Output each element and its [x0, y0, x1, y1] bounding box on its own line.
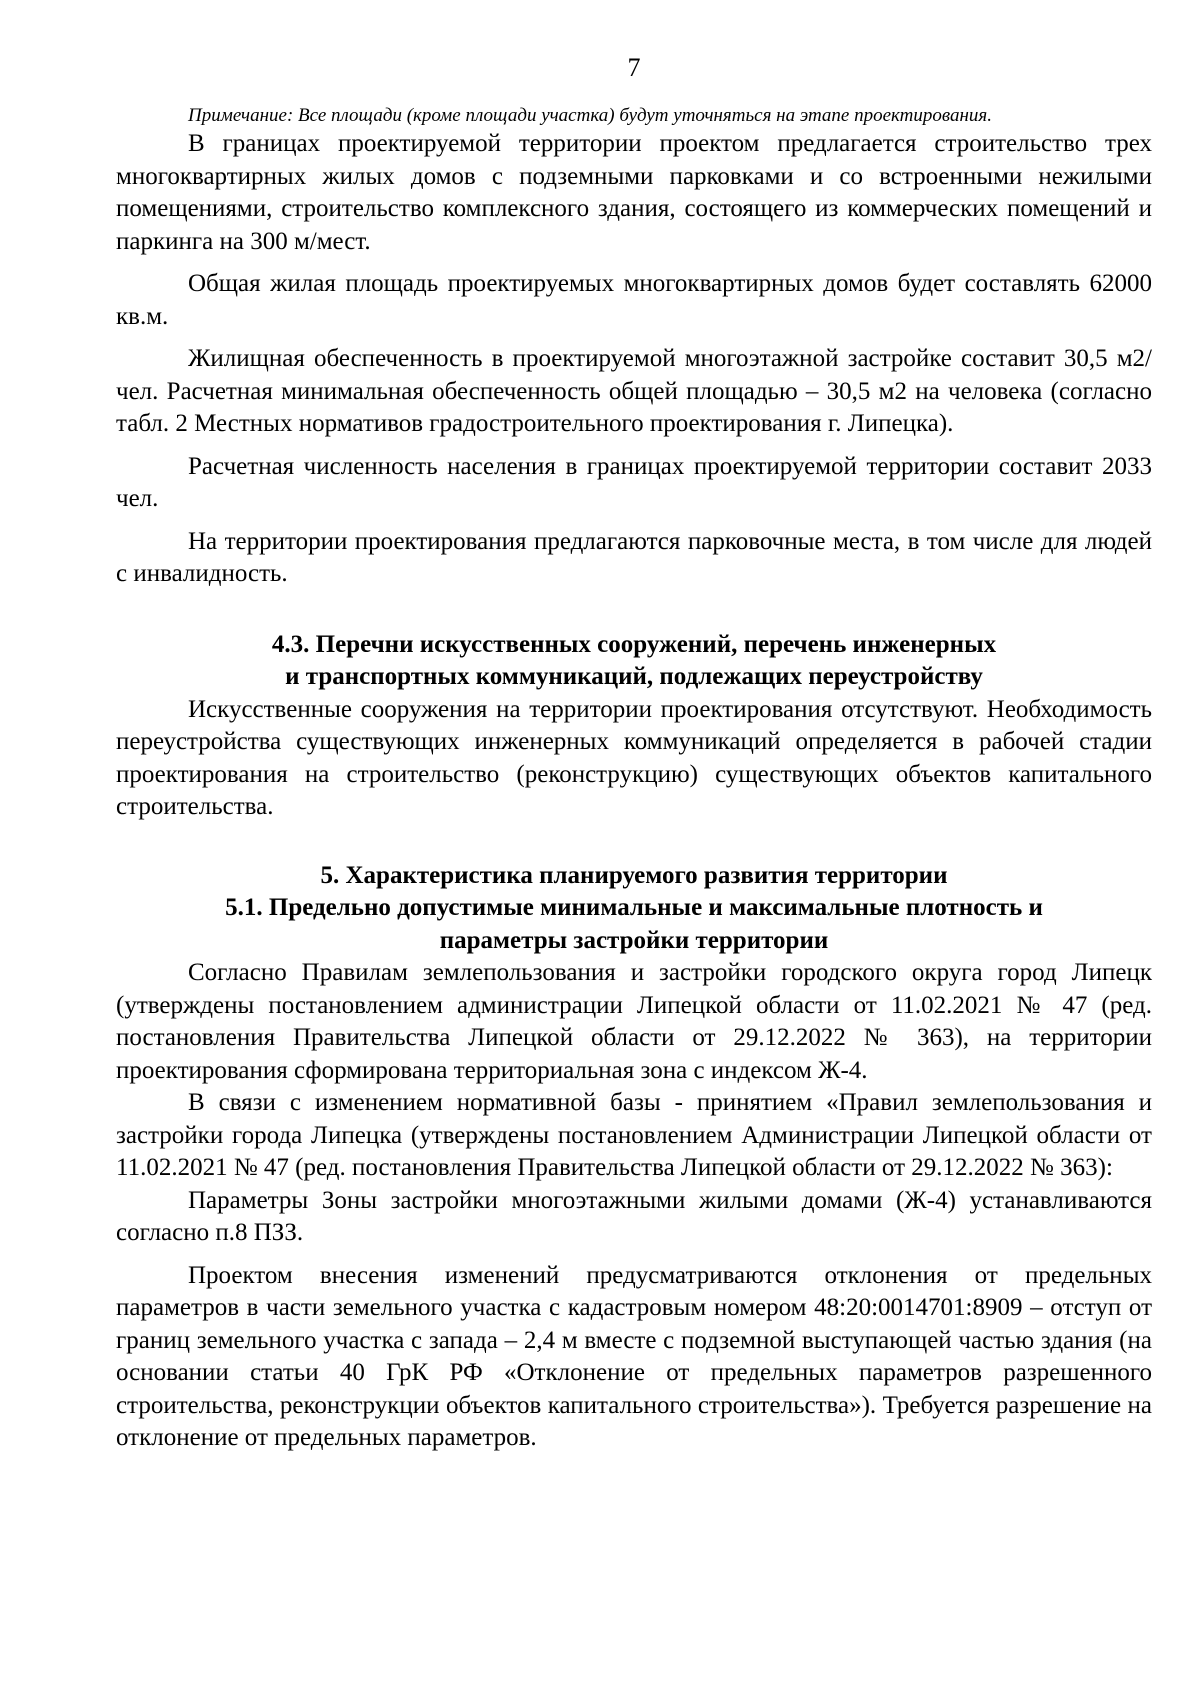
heading-4-3-line2: и транспортных коммуникаций, подлежащих переустройству: [285, 663, 983, 690]
paragraph-artificial-structures: Искусственные сооружения на территории проектирования отсутствуют. Необходимость переустройства существующих инженерных коммуникаций определяется в рабочей стадии проектирования на строительство (реконструкцию) существующих объектов капитального строительства.: [116, 695, 1152, 820]
paragraph-population: Расчетная численность населения в границах проектируемой территории составит 2033 чел.: [116, 452, 1152, 512]
paragraph-deviation: Проектом внесения изменений предусматриваются отклонения от предельных параметров в части земельного участка с кадастровым номером 48:20:0014701:8909 – отступ от границ земельного участка с запада – 2,4 м вместе с подземной выступающей частью здания (на основании статьи 40 ГрК РФ «Отклонение от предельных параметров разрешенного строительства, реконструкции объектов капитального строительства»). Требуется разрешение на отклонение от предельных параметров.: [116, 1261, 1152, 1451]
paragraph-parking: На территории проектирования предлагаются парковочные места, в том числе для людей с инвалидность.: [116, 527, 1152, 587]
area-note: Примечание: Все площади (кроме площади участка) будут уточняться на этапе проектирования.: [188, 105, 993, 126]
heading-4-3-line1: 4.3. Перечни искусственных сооружений, перечень инженерных: [271, 630, 997, 658]
paragraph-regulatory-change: В связи с изменением нормативной базы - принятием «Правил землепользования и застройки города Липецка (утверждены постановлением Администрации Липецкой области от 11.02.2021 № 47 (ред. постановления Правительства Липецкой области от 29.12.2022 № 363):: [116, 1089, 1152, 1181]
paragraph-living-area: Общая жилая площадь проектируемых многоквартирных домов будет составлять 62000 кв.м.: [116, 270, 1152, 330]
document-page: [116, 52, 1152, 1455]
heading-5: 5. Характеристика планируемого развития территории: [320, 861, 948, 889]
paragraph-construction: В границах проектируемой территории проектом предлагается строительство трех многоквартирных жилых домов с подземными парковками и со встроенными нежилыми помещениями, строительство комплексного здания, состоящего из коммерческих помещений и паркинга на 300 м/мест.: [116, 130, 1152, 255]
page-number: 7: [627, 53, 641, 82]
heading-5-1-line1: 5.1. Предельно допустимые минимальные и максимальные плотность и: [225, 894, 1043, 921]
paragraph-land-use-rules: Согласно Правилам землепользования и застройки городского округа город Липецк (утверждены постановлением администрации Липецкой области от 11.02.2021 № 47 (ред. постановления Правительства Липецкой области от 29.12.2022 № 363), на территории проектирования сформирована территориальная зона с индексом Ж-4.: [116, 959, 1152, 1084]
paragraph-zone-parameters: Параметры Зоны застройки многоэтажными жилыми домами (Ж-4) устанавливаются согласно п.8 ПЗЗ.: [116, 1186, 1152, 1246]
paragraph-housing-provision: Жилищная обеспеченность в проектируемой многоэтажной застройке составит 30,5 м2/чел. Расчетная минимальная обеспеченность общей площадью – 30,5 м2 на человека (согласно табл. 2 Местных нормативов градостроительного проектирования г. Липецка).: [116, 345, 1152, 437]
heading-5-1-line2: параметры застройки территории: [439, 926, 829, 954]
